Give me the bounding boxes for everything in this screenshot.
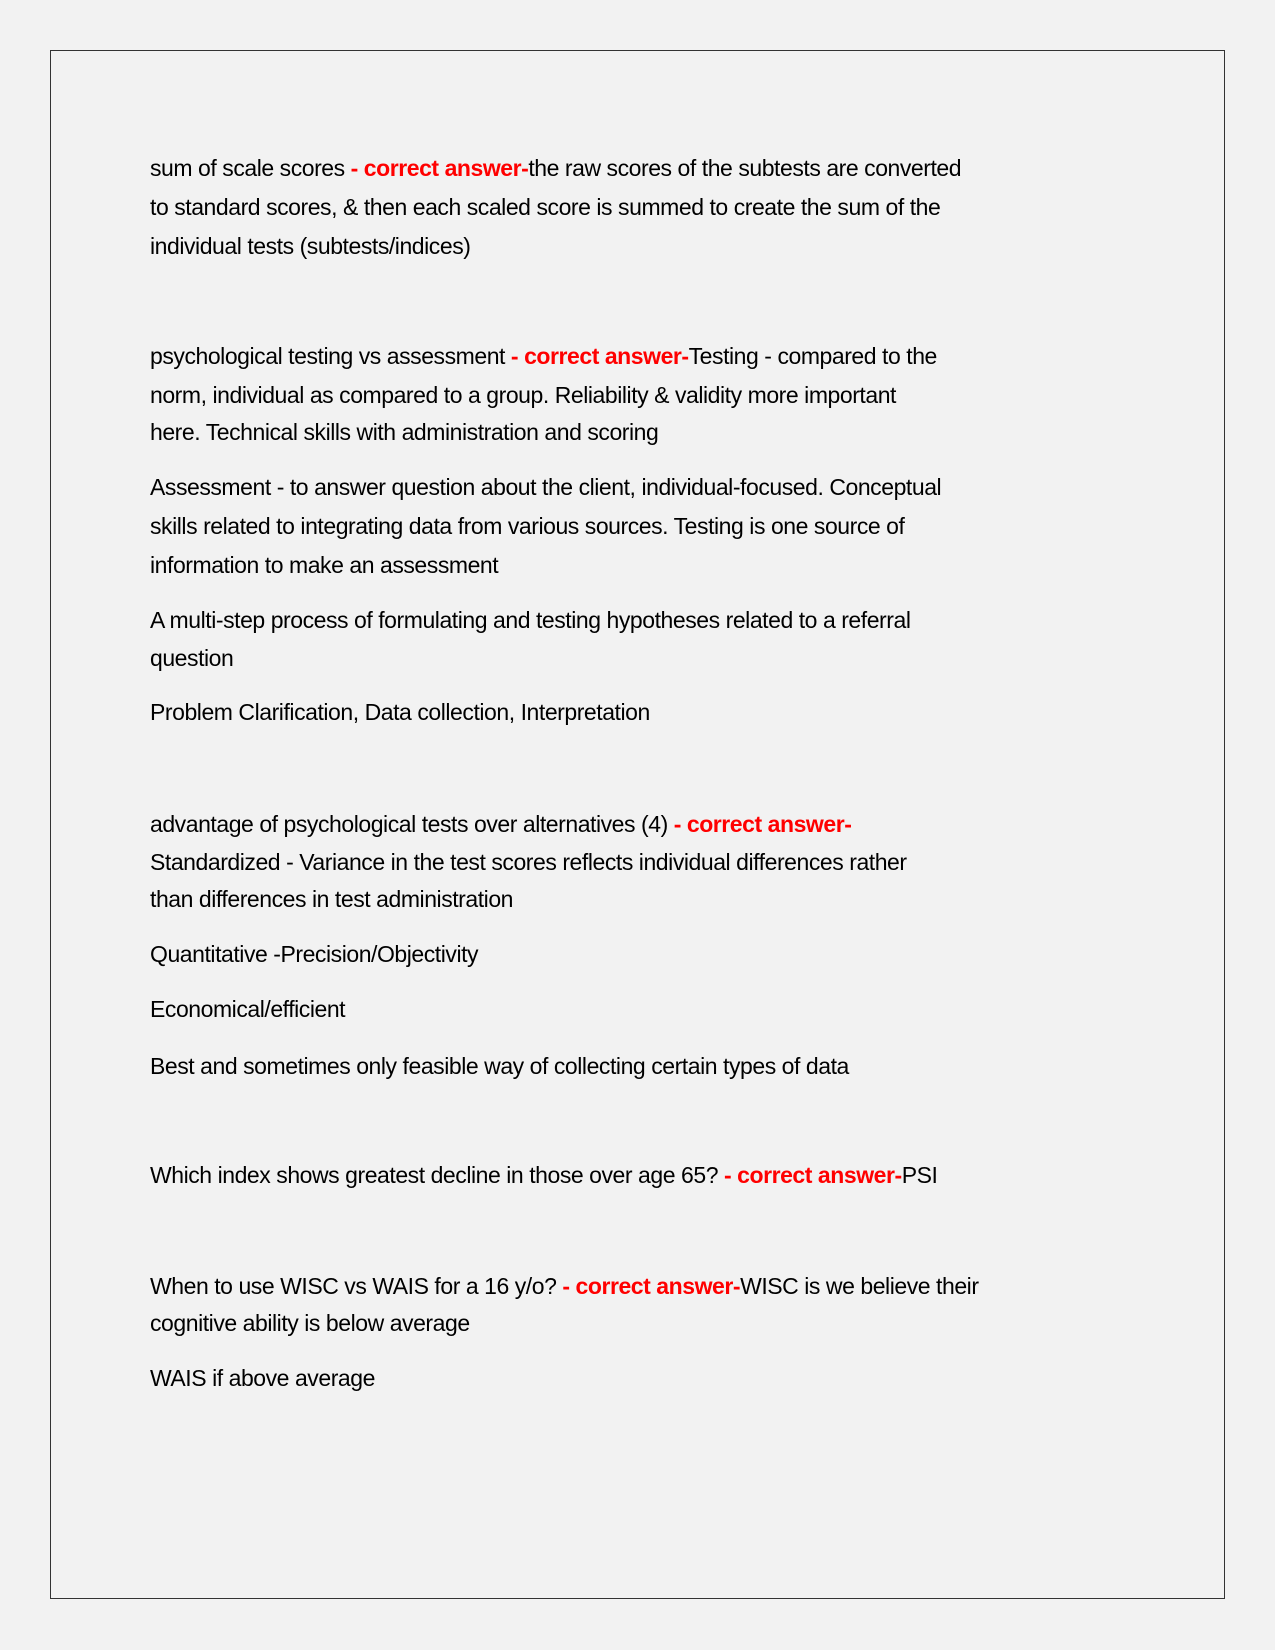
line-text: to standard scores, & then each scaled score is summed to create the sum of the	[150, 194, 941, 220]
text-line	[150, 550, 498, 580]
correct-answer-label: - correct answer-	[723, 1162, 902, 1188]
line-text: Assessment - to answer question about the client, individual-focused. Conceptual	[150, 474, 942, 500]
text-line	[150, 994, 345, 1024]
text-line	[150, 1308, 470, 1338]
correct-answer-label: - correct answer-	[350, 155, 529, 181]
line-text: here. Technical skills with administration and scoring	[150, 419, 659, 445]
text-line	[150, 643, 233, 673]
line-text: advantage of psychological tests over alternatives (4)	[150, 811, 674, 837]
text-line	[150, 341, 937, 371]
line-text: Quantitative -Precision/Objectivity	[150, 941, 479, 967]
text-line	[150, 380, 896, 410]
text-line	[150, 1051, 849, 1081]
line-text: Which index shows greatest decline in those over age 65?	[150, 1162, 724, 1188]
line-text: sum of scale scores	[150, 155, 351, 181]
correct-answer-label: - correct answer-	[510, 343, 689, 369]
line-text: information to make an assessment	[150, 552, 499, 578]
line-text: When to use WISC vs WAIS for a 16 y/o?	[150, 1273, 563, 1299]
text-line	[150, 472, 941, 502]
line-text: A multi-step process of formulating and testing hypotheses related to a referral	[150, 607, 911, 633]
text-line	[150, 605, 910, 635]
text-line	[150, 511, 904, 541]
answer-text: PSI	[901, 1162, 938, 1188]
text-line	[150, 1363, 375, 1393]
text-line	[150, 939, 478, 969]
answer-text: Testing - compared to the	[688, 343, 937, 369]
text-line	[150, 231, 470, 261]
correct-answer-label: - correct answer-	[673, 811, 852, 837]
text-line	[150, 1271, 979, 1301]
text-line	[150, 153, 961, 183]
answer-text: WISC is we believe their	[740, 1273, 979, 1299]
answer-text: the raw scores of the subtests are converted	[528, 155, 962, 181]
line-text: Economical/efficient	[150, 996, 346, 1022]
text-line	[150, 1160, 937, 1190]
text-line	[150, 417, 658, 447]
text-line	[150, 192, 940, 222]
line-text: skills related to integrating data from various sources. Testing is one source of	[150, 513, 905, 539]
text-line	[150, 697, 650, 727]
line-text: cognitive ability is below average	[150, 1310, 470, 1336]
text-line	[150, 884, 513, 914]
line-text: Problem Clarification, Data collection, Interpretation	[150, 699, 650, 725]
correct-answer-label: - correct answer-	[562, 1273, 741, 1299]
line-text: norm, individual as compared to a group. Reliability & validity more important	[150, 382, 896, 408]
line-text: Standardized - Variance in the test scores reflects individual differences rather	[150, 849, 907, 875]
text-line	[150, 847, 907, 877]
line-text: WAIS if above average	[150, 1365, 375, 1391]
text-line	[150, 809, 851, 839]
line-text: psychological testing vs assessment	[150, 343, 511, 369]
line-text: individual tests (subtests/indices)	[150, 233, 471, 259]
line-text: Best and sometimes only feasible way of collecting certain types of data	[150, 1053, 849, 1079]
line-text: question	[150, 645, 234, 671]
line-text: than differences in test administration	[150, 886, 514, 912]
